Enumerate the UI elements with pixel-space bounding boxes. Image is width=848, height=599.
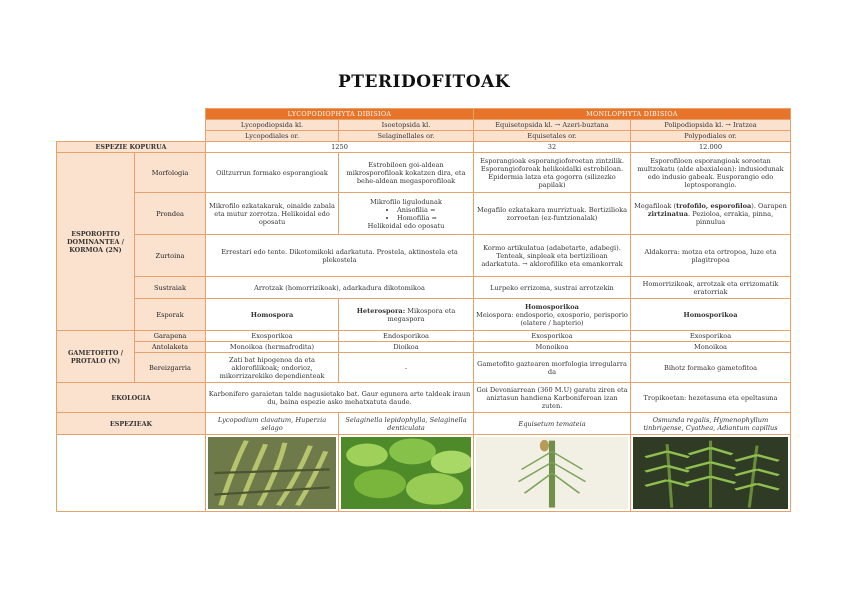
order-cell: Polypodiales or. — [631, 131, 791, 142]
row-label-ekologia: EKOLOGIA — [57, 383, 206, 413]
garapena-c1: Exosporikoa — [206, 331, 339, 342]
row-label-sustraiak: Sustraiak — [135, 277, 206, 299]
group-sporophyte: ESPOROFITO DOMINANTEA / KORMOA (2N) — [57, 153, 135, 331]
antolaketa-c1: Monoikoa (hermafrodita) — [206, 342, 339, 353]
esporak-c4: Homosporikoa — [631, 299, 791, 331]
garapena-c4: Exosporikoa — [631, 331, 791, 342]
zurtoina-c4: Aldakorra: motza eta ortropoa, luze eta plagitropoa — [631, 235, 791, 277]
ekologia-c3: Goi Devoniarrean (360 M.U) garatu ziren eta aniztasun handiena Karboniferoan izan zuten. — [474, 383, 631, 413]
espezieak-c3: Equisetum temateia — [474, 413, 631, 435]
bereizgarria-c2: - — [339, 353, 474, 383]
row-label-antolaketa: Antolaketa — [135, 342, 206, 353]
sustraiak-c3: Lurpeko errizoma, sustrai arrotzekin — [474, 277, 631, 299]
espezieak-c4: Osmunda regalis, Hymenophyllum tinbrigense, Cyathea, Adiantum capillus — [631, 413, 791, 435]
equisetum-photo — [476, 437, 628, 509]
class-cell: Lycopodiopsida kl. — [206, 120, 339, 131]
photo-cell-selaginella — [339, 435, 474, 512]
text-bold: trofofilo, esporofiloa — [676, 201, 752, 210]
row-label-garapena: Garapena — [135, 331, 206, 342]
text-bold: zirtzinatua — [647, 209, 688, 218]
prondea-c4 — [631, 193, 791, 235]
garapena-c2: Endosporikoa — [339, 331, 474, 342]
prondea-c2-note: Helikoidal edo oposatu — [367, 221, 445, 230]
bereizgarria-c1: Zati bat hipogenoa da eta aklorofilikoak; ondorioz, mikorrizarekiko dependienteak — [206, 353, 339, 383]
row-label-morfologia: Morfologia — [135, 153, 206, 193]
pteridophyte-table — [56, 108, 791, 512]
prondea-c2 — [339, 193, 474, 235]
group-gametophyte: GAMETOFITO / PROTALO (N) — [57, 331, 135, 383]
espezieak-c1: Lycopodium clavatum, Huperzia selago — [206, 413, 339, 435]
zurtoina-c3: Kormo artikulatua (adabetarte, adabegi). Tenteak, sinpleak eta bertizilioan adarkatuta. → aklorofiliko eta emankorrak — [474, 235, 631, 277]
class-cell: Polipodiopsida kl. → Iratzea — [631, 120, 791, 131]
ekologia-lyco: Karbonifero garaietan talde nagusietako bat. Gaur egunera arte taldeak iraun du, baina espezie asko mehatxatuta daude. — [206, 383, 474, 413]
row-label-prondea: Prondea — [135, 193, 206, 235]
image-row-label — [57, 435, 206, 512]
class-cell: Equisetopsida kl. → Azeri-buztana — [474, 120, 631, 131]
order-cell: Equisetales or. — [474, 131, 631, 142]
page-title: PTERIDOFITOAK — [338, 72, 510, 92]
order-cell: Lycopodiales or. — [206, 131, 339, 142]
morfologia-c2: Estrobiloen goi-aldean mikrosporofiloak kokatzen dira, eta behe-aldean megasporofiloak — [339, 153, 474, 193]
division-lycopodiophyta: LYCOPODIOPHYTA DIBISIOA — [206, 109, 474, 120]
photo-cell-osmunda — [631, 435, 791, 512]
prondea-c3: Megafilo ezkatakara murriztuak. Bertizilioka zorroetan (ez-funtzionalak) — [474, 193, 631, 235]
kopurua-polipodiopsida: 12.000 — [631, 142, 791, 153]
text-fragment: Megafiloak ( — [634, 201, 677, 210]
list-item: • Anisofilia = — [397, 206, 437, 214]
esporak-c2 — [339, 299, 474, 331]
zurtoina-lyco: Errestari edo tente. Dikotomikoki adarkatuta. Prostela, aktinostela eta plekostela — [206, 235, 474, 277]
sustraiak-lyco: Arrotzak (homorrizikoak), adarkadura dikotomikoa — [206, 277, 474, 299]
prondea-c2-list — [375, 206, 437, 222]
row-label-kopurua: ESPEZIE KOPURUA — [57, 142, 206, 153]
antolaketa-c2: Dioikoa — [339, 342, 474, 353]
sustraiak-c4: Homorrizikoak, arrotzak eta errizomatik eratorriak — [631, 277, 791, 299]
division-monilophyta: MONILOPHYTA DIBISIOA — [474, 109, 791, 120]
esporak-c1: Homospora — [206, 299, 339, 331]
esporak-c3 — [474, 299, 631, 331]
espezieak-c2: Selaginella lepidophylla, Selaginella denticulata — [339, 413, 474, 435]
antolaketa-c3: Monoikoa — [474, 342, 631, 353]
morfologia-c3: Esporangioak esporangioforoetan zintzilik. Esporangioforoak helikoidalki estrobiloan. Epidermia latza eta gogorra (silizezko papilak) — [474, 153, 631, 193]
selaginella-photo — [341, 437, 471, 509]
text-fragment: . Pezioloa, errakia, pinna, pinnulua — [688, 209, 774, 226]
row-label-bereizgarria: Bereizgarria — [135, 353, 206, 383]
row-label-espezieak: ESPEZIEAK — [57, 413, 206, 435]
garapena-c3: Exosporikoa — [474, 331, 631, 342]
list-item: • Homofilia = — [397, 214, 437, 222]
prondea-c2-title: Mikrofilo ligulodunak — [370, 197, 442, 206]
kopurua-lyco: 1250 — [206, 142, 474, 153]
row-label-esporak: Esporak — [135, 299, 206, 331]
photo-cell-lycopodium — [206, 435, 339, 512]
bereizgarria-c3: Gametofito gaztearen morfologia irregularra da — [474, 353, 631, 383]
text-bold: Homosporikoa — [525, 302, 579, 311]
lycopodium-photo — [208, 437, 336, 509]
text-fragment: ). Oarapen — [751, 201, 787, 210]
osmunda-photo — [633, 437, 788, 509]
morfologia-c4: Esporofiloen esporangioak soroetan multzokatu (alde abaxialean): indusiodunak edo indusio gabeak. Eusporangio edo leptosporangio. — [631, 153, 791, 193]
text-fragment: Mikospora eta megaspora — [387, 306, 456, 323]
order-cell: Selaginellales or. — [339, 131, 474, 142]
antolaketa-c4: Monoikoa — [631, 342, 791, 353]
text-bold: Heterospora: — [356, 306, 406, 315]
bereizgarria-c4: Bihotz formako gametofitoa — [631, 353, 791, 383]
text-fragment: Meiospora: endosporio, exosporio, perisporio (elatere / hapterio) — [476, 310, 628, 327]
photo-cell-equisetum — [474, 435, 631, 512]
row-label-zurtoina: Zurtoina — [135, 235, 206, 277]
class-cell: Isoetopsida kl. — [339, 120, 474, 131]
ekologia-c4: Tropikoetan: hezetasuna eta epeltasuna — [631, 383, 791, 413]
morfologia-c1: Oiltzurrun formako esporangioak — [206, 153, 339, 193]
prondea-c1: Mikrofilo ezkatakarak, oinalde zabala eta mutur zorrotza. Helikoidal edo oposatu — [206, 193, 339, 235]
kopurua-equisetopsida: 32 — [474, 142, 631, 153]
